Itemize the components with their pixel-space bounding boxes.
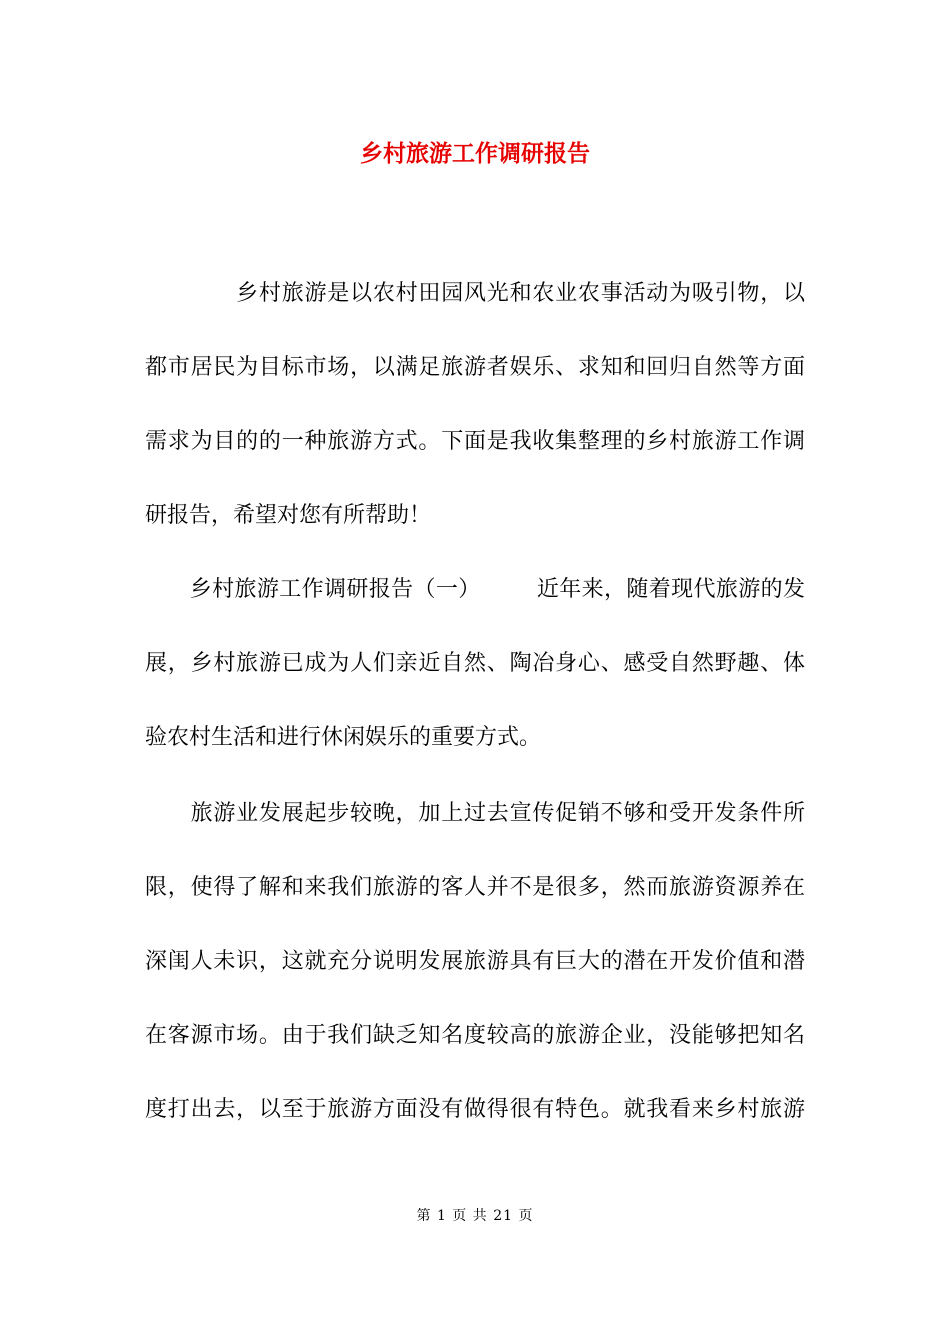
document-title: 乡村旅游工作调研报告	[360, 140, 590, 167]
paragraph-line: 展，乡村旅游已成为人们亲近自然、陶冶身心、感受自然野趣、体	[145, 651, 805, 676]
paragraph-line: 验农村生活和进行休闲娱乐的重要方式。	[145, 725, 542, 750]
paragraph-line: 乡村旅游是以农村田园风光和农业农事活动为吸引物，以	[145, 281, 805, 306]
paragraph-line: 乡村旅游工作调研报告（一） 近年来，随着现代旅游的发	[145, 577, 805, 602]
paragraph-line: 在客源市场。由于我们缺乏知名度较高的旅游企业，没能够把知名	[145, 1023, 805, 1048]
paragraph-line: 都市居民为目标市场，以满足旅游者娱乐、求知和回归自然等方面	[145, 355, 805, 380]
paragraph-line: 旅游业发展起步较晚，加上过去宣传促销不够和受开发条件所	[145, 801, 805, 826]
page-number-footer: 第 1 页 共 21 页	[416, 1208, 534, 1224]
paragraph-line: 需求为目的的一种旅游方式。下面是我收集整理的乡村旅游工作调	[145, 429, 805, 454]
paragraph-line: 度打出去，以至于旅游方面没有做得很有特色。就我看来乡村旅游	[145, 1097, 805, 1122]
paragraph-line: 限，使得了解和来我们旅游的客人并不是很多，然而旅游资源养在	[145, 875, 805, 900]
paragraph-line: 深闺人未识，这就充分说明发展旅游具有巨大的潜在开发价值和潜	[145, 949, 805, 974]
paragraph-line: 研报告，希望对您有所帮助！	[145, 503, 432, 528]
